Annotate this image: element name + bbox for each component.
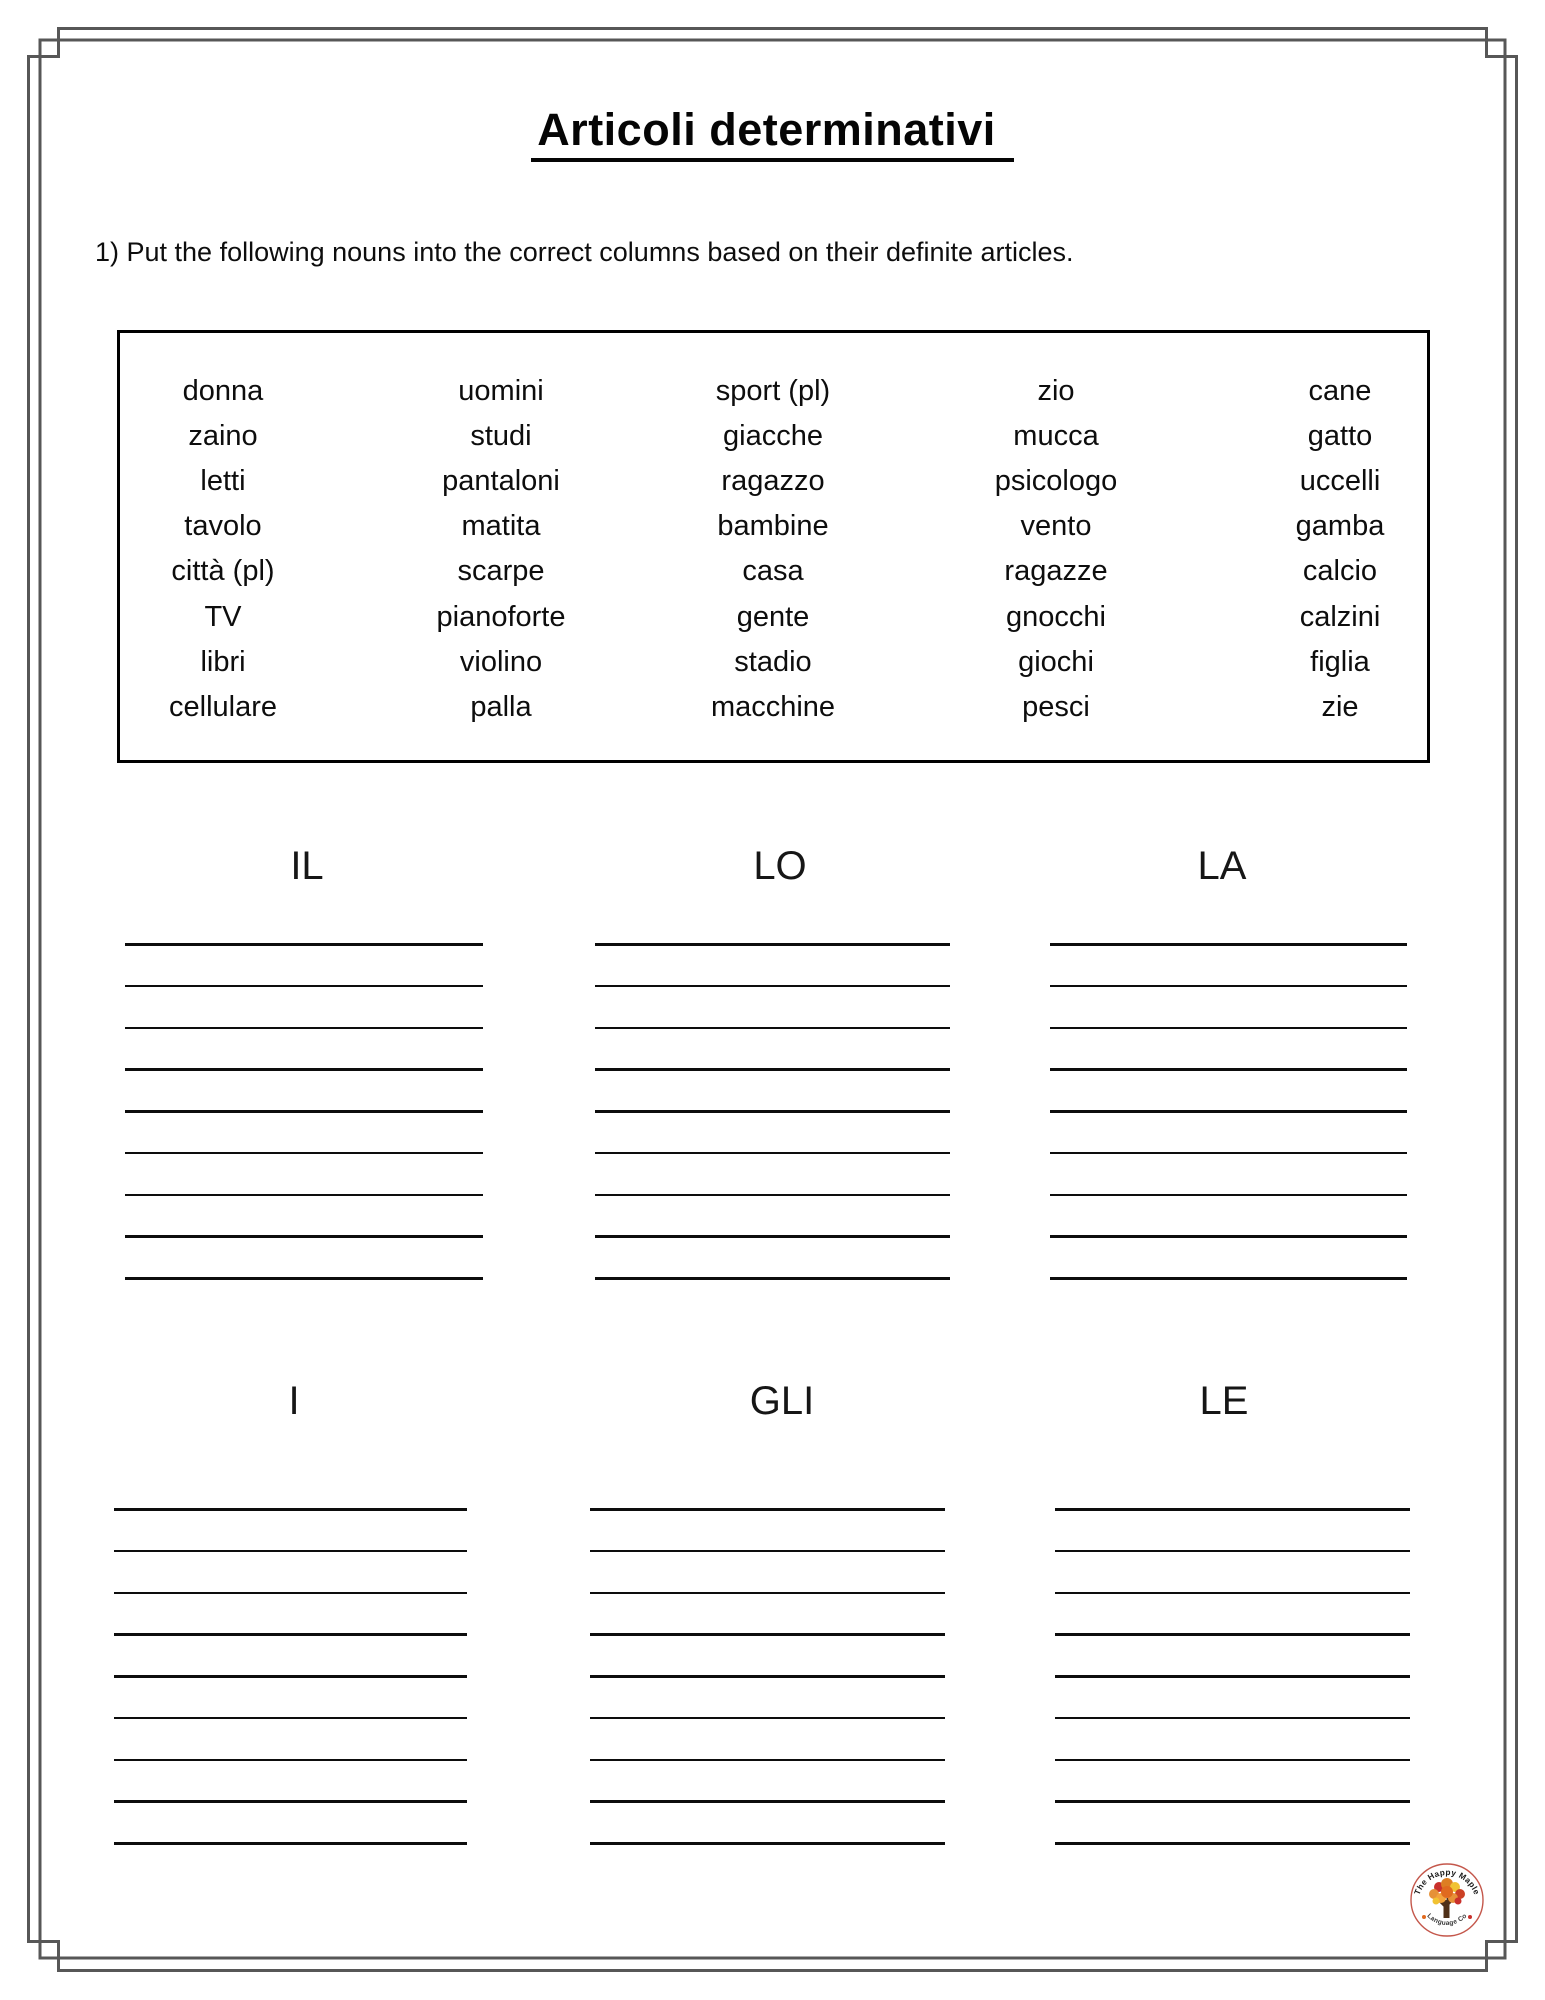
word-item: studi (470, 420, 532, 453)
word-item: cellulare (169, 690, 277, 723)
word-item: sport (pl) (715, 375, 831, 408)
blank-line[interactable] (590, 1633, 945, 1636)
blank-line[interactable] (590, 1717, 945, 1720)
section-header-i: I (288, 1379, 300, 1423)
blank-line[interactable] (125, 985, 483, 988)
blank-line[interactable] (114, 1633, 467, 1636)
word-item: libri (200, 645, 246, 678)
happy-maple-logo (1401, 1854, 1493, 1946)
word-item: pesci (1022, 690, 1090, 723)
section-header-le: LE (1199, 1379, 1249, 1423)
blank-line[interactable] (114, 1508, 467, 1511)
blank-line[interactable] (1055, 1633, 1410, 1636)
blank-line[interactable] (1055, 1717, 1410, 1720)
blank-line[interactable] (595, 1027, 950, 1030)
blank-line[interactable] (1055, 1550, 1410, 1553)
blank-line[interactable] (1050, 1110, 1407, 1113)
blank-line[interactable] (1050, 1152, 1407, 1155)
blank-line[interactable] (590, 1508, 945, 1511)
blank-line[interactable] (114, 1800, 467, 1803)
word-bank-column-4 (896, 369, 1216, 730)
word-item: palla (470, 690, 532, 723)
blank-line[interactable] (595, 1110, 950, 1113)
word-item: vento (1020, 510, 1092, 543)
section-header-gli: GLI (749, 1379, 815, 1423)
blank-line[interactable] (595, 1194, 950, 1197)
blank-line[interactable] (595, 1152, 950, 1155)
word-item: zio (1037, 375, 1075, 408)
word-item: uccelli (1299, 465, 1381, 498)
word-bank-column-5 (1180, 369, 1500, 730)
answer-section-le (1055, 1508, 1410, 1853)
section-header-la: LA (1197, 844, 1247, 888)
page-title: Articoli determinativi (531, 104, 1014, 162)
blank-line[interactable] (595, 1277, 950, 1280)
word-item: donna (182, 375, 264, 408)
answer-section-il (125, 943, 483, 1288)
word-item: ragazze (1004, 555, 1108, 588)
word-item: scarpe (457, 555, 545, 588)
word-item: psicologo (994, 465, 1118, 498)
blank-line[interactable] (114, 1842, 467, 1845)
blank-line[interactable] (590, 1842, 945, 1845)
blank-line[interactable] (595, 1068, 950, 1071)
blank-line[interactable] (125, 1235, 483, 1238)
word-item: mucca (1013, 420, 1099, 453)
section-header-il: IL (290, 844, 324, 888)
blank-line[interactable] (114, 1675, 467, 1678)
blank-line[interactable] (595, 985, 950, 988)
word-item: gamba (1295, 510, 1385, 543)
word-item: calcio (1302, 555, 1378, 588)
word-item: gnocchi (1006, 600, 1106, 633)
blank-line[interactable] (125, 1027, 483, 1030)
blank-line[interactable] (114, 1759, 467, 1762)
word-item: figlia (1310, 645, 1370, 678)
word-item: cane (1308, 375, 1372, 408)
blank-line[interactable] (595, 943, 950, 946)
blank-line[interactable] (1055, 1842, 1410, 1845)
blank-line[interactable] (114, 1717, 467, 1720)
blank-line[interactable] (125, 1068, 483, 1071)
title-row (0, 104, 1545, 156)
word-item: uomini (458, 375, 544, 408)
word-item: stadio (734, 645, 812, 678)
word-item: zie (1321, 690, 1359, 723)
blank-line[interactable] (1050, 1194, 1407, 1197)
blank-line[interactable] (1055, 1675, 1410, 1678)
answer-section-gli (590, 1508, 945, 1853)
word-item: TV (204, 600, 242, 633)
answer-section-lo (595, 943, 950, 1288)
blank-line[interactable] (125, 1277, 483, 1280)
word-item: giacche (723, 420, 823, 453)
word-bank-column-1 (63, 369, 383, 730)
word-item: zaino (188, 420, 258, 453)
svg-text:The Happy Maple: The Happy Maple (1412, 1867, 1482, 1897)
section-header-lo: LO (753, 844, 807, 888)
word-item: casa (742, 555, 804, 588)
word-bank-box (117, 330, 1430, 763)
blank-line[interactable] (125, 1194, 483, 1197)
word-bank-column-3 (613, 369, 933, 730)
word-item: ragazzo (721, 465, 825, 498)
word-item: letti (200, 465, 246, 498)
blank-line[interactable] (595, 1235, 950, 1238)
svg-text:Language Co: Language Co (1425, 1912, 1469, 1928)
word-item: tavolo (184, 510, 262, 543)
word-item: matita (461, 510, 541, 543)
word-item: pantaloni (442, 465, 560, 498)
blank-line[interactable] (114, 1592, 467, 1595)
blank-line[interactable] (1050, 1027, 1407, 1030)
blank-line[interactable] (114, 1550, 467, 1553)
word-item: giochi (1018, 645, 1094, 678)
word-item: bambine (717, 510, 829, 543)
blank-line[interactable] (590, 1759, 945, 1762)
blank-line[interactable] (590, 1800, 945, 1803)
blank-line[interactable] (1050, 943, 1407, 946)
instruction-text: 1) Put the following nouns into the correct columns based on their definite articles. (95, 237, 1074, 267)
blank-line[interactable] (1050, 1235, 1407, 1238)
blank-line[interactable] (1055, 1592, 1410, 1595)
blank-line[interactable] (590, 1592, 945, 1595)
blank-line[interactable] (1050, 1277, 1407, 1280)
answer-section-i (114, 1508, 467, 1853)
blank-line[interactable] (1055, 1759, 1410, 1762)
blank-line[interactable] (1055, 1800, 1410, 1803)
word-item: macchine (710, 690, 836, 723)
blank-line[interactable] (590, 1675, 945, 1678)
blank-line[interactable] (1050, 1068, 1407, 1071)
word-item: calzini (1299, 600, 1381, 633)
blank-line[interactable] (125, 943, 483, 946)
blank-line[interactable] (1055, 1508, 1410, 1511)
blank-line[interactable] (1050, 985, 1407, 988)
word-item: gente (736, 600, 810, 633)
answer-section-la (1050, 943, 1407, 1288)
blank-line[interactable] (125, 1152, 483, 1155)
word-item: città (pl) (171, 555, 275, 588)
word-item: pianoforte (436, 600, 566, 633)
blank-line[interactable] (125, 1110, 483, 1113)
word-item: gatto (1307, 420, 1373, 453)
blank-line[interactable] (590, 1550, 945, 1553)
word-item: violino (459, 645, 543, 678)
